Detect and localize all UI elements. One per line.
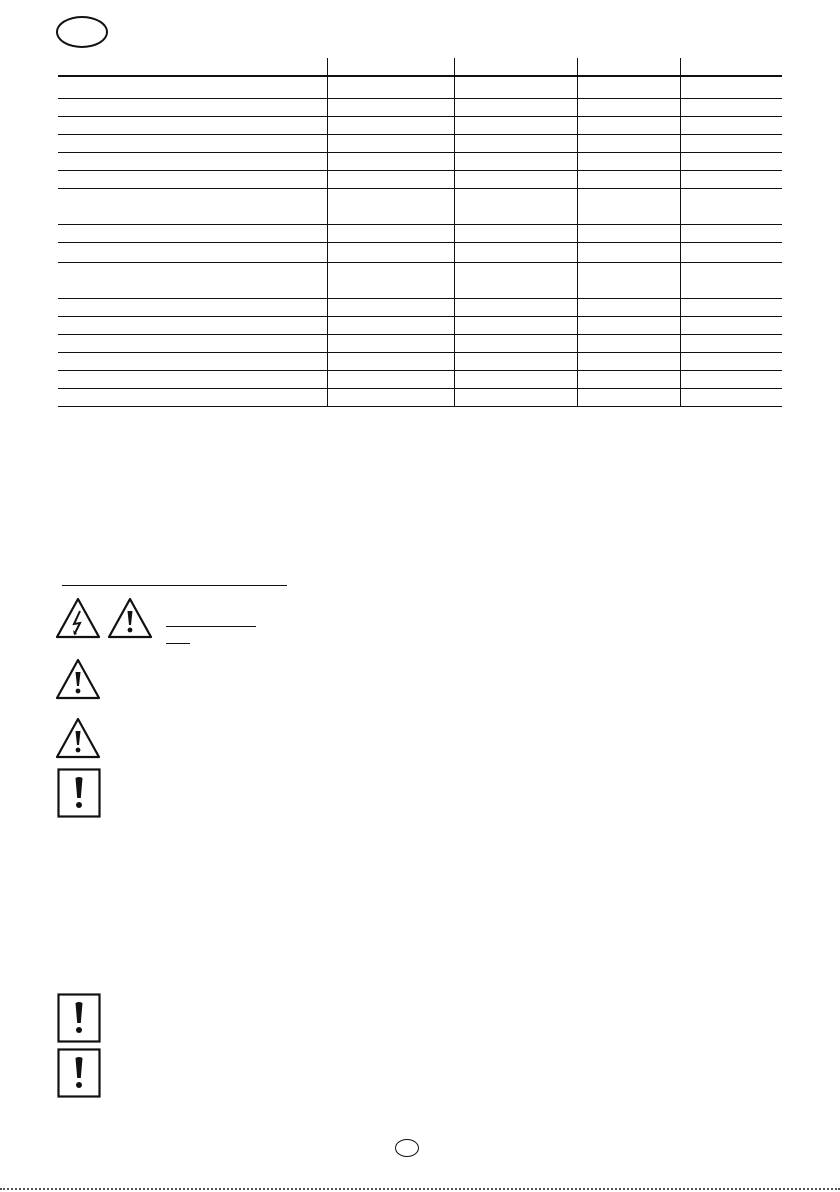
specifications-table: [58, 58, 782, 406]
warning-triangle-icon: [55, 658, 101, 700]
language-badge: [56, 16, 108, 48]
table-row-rule: [58, 262, 782, 263]
table-bottom-rule: [58, 406, 782, 407]
page-number-badge: [395, 1139, 419, 1157]
warning-subheading-rule: [166, 643, 190, 644]
section-heading-rule: [62, 585, 287, 586]
table-column-divider: [680, 58, 681, 406]
warning-heading-rule: [166, 626, 256, 627]
table-column-divider: [327, 58, 328, 406]
table-row-rule: [58, 188, 782, 189]
table-column-divider: [454, 58, 455, 406]
table-row-rule: [58, 316, 782, 317]
table-row-rule: [58, 352, 782, 353]
table-header-rule: [58, 75, 782, 77]
page-bottom-edge: [0, 1188, 840, 1190]
table-row-rule: [58, 388, 782, 389]
warning-triangle-icon: [107, 597, 153, 639]
table-column-divider: [577, 58, 578, 406]
table-row-rule: [58, 134, 782, 135]
table-row-rule: [58, 298, 782, 299]
attention-square-icon: [57, 993, 101, 1043]
table-row-rule: [58, 98, 782, 99]
table-row-rule: [58, 224, 782, 225]
attention-square-icon: [57, 1048, 101, 1098]
table-row-rule: [58, 116, 782, 117]
table-row-rule: [58, 170, 782, 171]
table-row-rule: [58, 370, 782, 371]
table-row-rule: [58, 334, 782, 335]
table-row-rule: [58, 242, 782, 243]
table-row-rule: [58, 152, 782, 153]
electric-shock-warning-icon: [55, 597, 101, 639]
attention-square-icon: [57, 768, 101, 818]
warning-triangle-icon: [55, 717, 101, 759]
